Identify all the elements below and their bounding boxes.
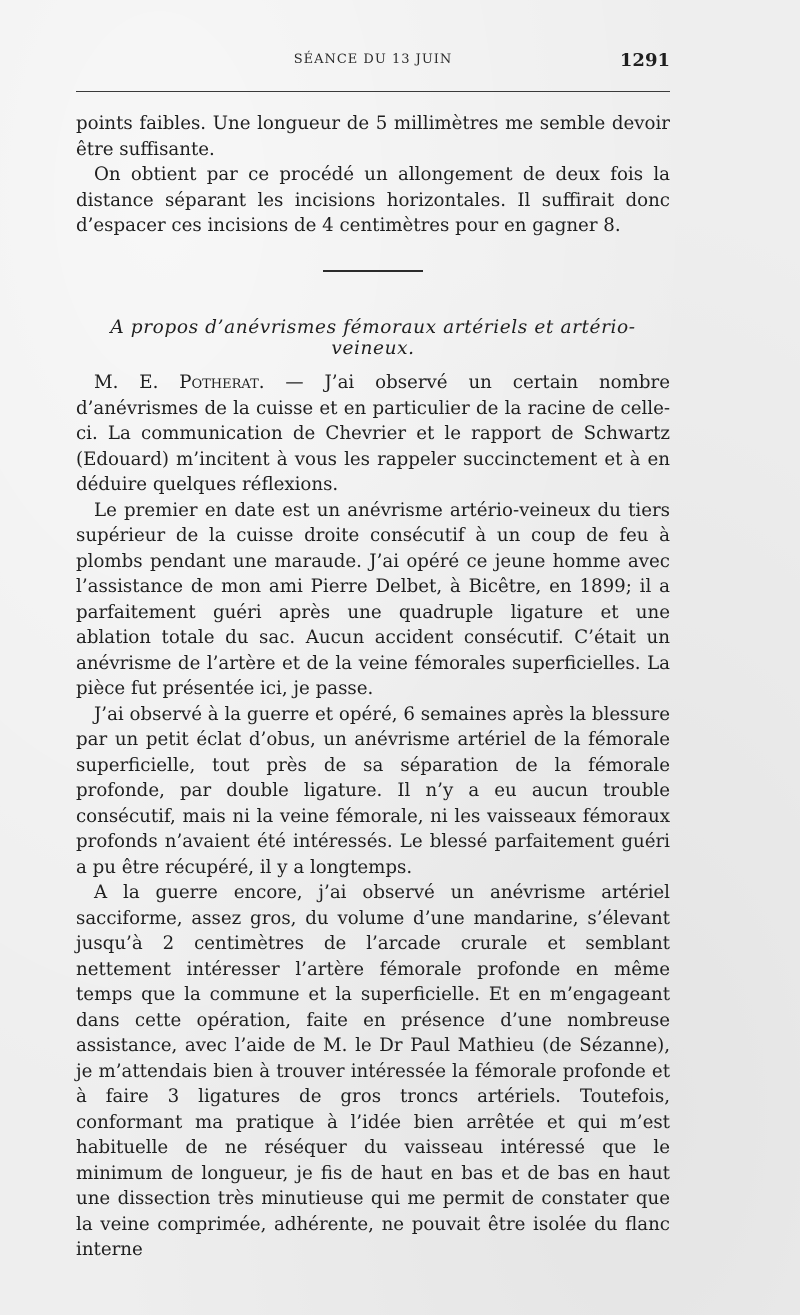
text-block-main (76, 370, 670, 1263)
paragraph: J’ai observé à la guerre et opéré, 6 semaines après la blessure par un petit éclat d’obus, un anévrisme artériel de la fémorale superficielle, tout près de sa séparation de la fémorale profonde, par double ligature. Il n’y a eu aucun trouble consécutif, mais ni la veine fémorale, ni les vaisseaux fémoraux profonds n’avaient été intéressés. Le blessé parfaitement guéri a pu être récupéré, il y a longtemps. (76, 703, 670, 878)
paragraph: On obtient par ce procédé un allongement de deux fois la distance séparant les incisions horizontales. Il suffirait donc d’espacer ces incisions de 4 centimètres pour en gagner 8. (76, 164, 670, 236)
running-head: SÉANCE DU 13 JUIN (293, 52, 453, 67)
page-header (76, 52, 670, 76)
header-rule (76, 91, 670, 92)
speaker-name: M. E. Potherat. (94, 372, 265, 393)
paragraph: Le premier en date est un anévrisme artério-veineux du tiers supérieur de la cuisse droite consécutif à un coup de feu à plombs pendant une maraude. J’ai opéré ce jeune homme avec l’assistance de mon ami Pierre Delbet, à Bicêtre, en 1899; il a parfaitement guéri après une quadruple ligature et une ablation totale du sac. Aucun accident consécutif. C’était un anévrisme de l’artère et de la veine fémorales superficielles. La pièce fut présentée ici, je passe. (76, 499, 670, 699)
paragraph: A la guerre encore, j’ai observé un anévrisme artériel sacciforme, assez gros, du volume d’une mandarine, s’élevant jusqu’à 2 centimètres de l’arcade crurale et semblant nettement intéresser l’artère fémorale profonde en même temps que la commune et la superficielle. Et en m’engageant dans cette opération, faite en présence d’une nombreuse assistance, avec l’aide de M. le Dr Paul Mathieu (de Sézanne), je m’attendais bien à trouver intéressée la fémorale profonde et à faire 3 ligatures de gros troncs artériels. Toutefois, conformant ma pratique à l’idée bien arrêtée et qui m’est habituelle de ne réséquer du vaisseau intéressé que le minimum de longueur, je fis de haut en bas et de bas en haut une dissection très minutieuse qui me permit de constater que la veine comprimée, adhérente, ne pouvait être isolée du flanc interne (76, 882, 670, 1260)
paragraph-first (76, 370, 670, 498)
page-number: 1291 (619, 50, 670, 71)
paragraph: points faibles. Une longueur de 5 millimètres me semble devoir être suffisante. (76, 113, 670, 160)
section-separator-rule (323, 270, 423, 272)
paragraph-text: J’ai observé un certain nombre d’anévrismes de la cuisse et en particulier de la racine de celle-ci. La communication de Chevrier et le rapport de Schwartz (Edouard) m’incitent à vous les rappeler succinctement et à en déduire quelques réflexions. (76, 372, 670, 495)
speaker-dash: — (264, 372, 325, 393)
section-title: A propos d’anévrismes fémoraux artériels et artério-veineux. (110, 317, 636, 359)
text-block-top (76, 111, 670, 239)
